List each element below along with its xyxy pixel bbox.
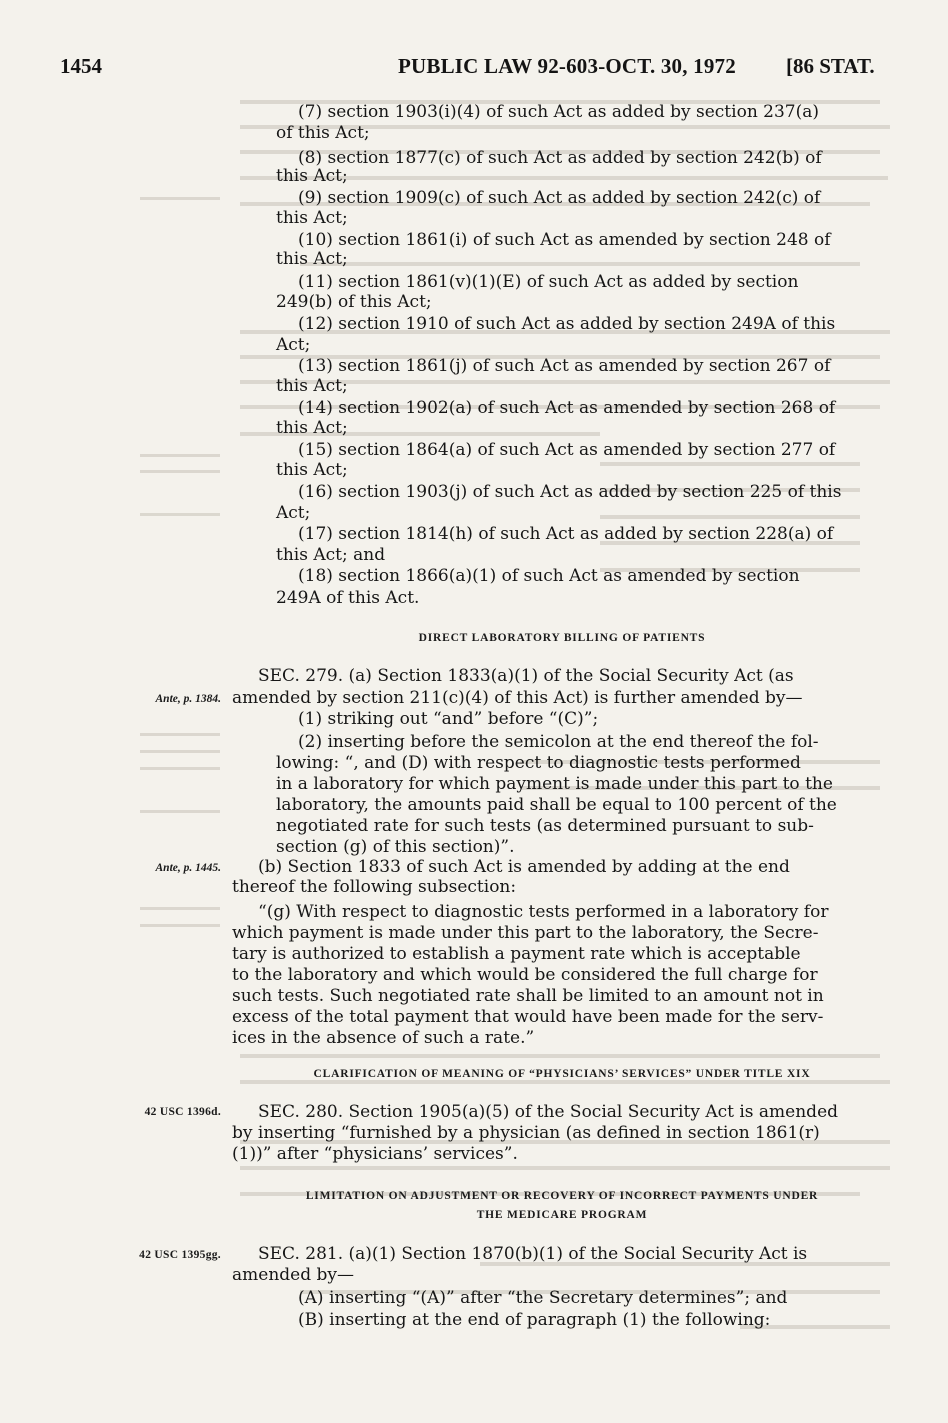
- margin-note-usc-1395gg: 42 USC 1395gg.: [139, 1249, 221, 1261]
- list-item-10: (10) section 1861(i) of such Act as amended by section 248 of: [298, 230, 831, 250]
- section-heading-279: DIRECT LABORATORY BILLING OF PATIENTS: [418, 632, 706, 644]
- sec279-line-11: thereof the following subsection:: [232, 877, 517, 897]
- list-item-7-cont: of this Act;: [276, 123, 370, 143]
- margin-note-usc-1396d: 42 USC 1396d.: [144, 1106, 221, 1118]
- sec279-line-9: section (g) of this section)”.: [276, 837, 515, 857]
- list-item-9-cont: this Act;: [276, 208, 348, 228]
- section-heading-281: LIMITATION ON ADJUSTMENT OR RECOVERY OF INCORRECT PAYMENTS UNDER: [305, 1190, 819, 1202]
- sec279-line-2: amended by section 211(c)(4) of this Act) is further amended by—: [232, 688, 803, 708]
- sec279-line-18: ices in the absence of such a rate.”: [232, 1028, 535, 1048]
- list-item-14-cont: this Act;: [276, 418, 348, 438]
- sec279-line-4: (2) inserting before the semicolon at the end thereof the fol-: [298, 732, 819, 752]
- sec279-line-3: (1) striking out “and” before “(C)”;: [298, 709, 599, 729]
- sec279-line-15: to the laboratory and which would be considered the full charge for: [232, 965, 818, 985]
- sec279-line-8: negotiated rate for such tests (as determined pursuant to sub-: [276, 816, 814, 836]
- sec281-line-3: (A) inserting “(A)” after “the Secretary determines”; and: [298, 1288, 788, 1308]
- margin-note-ante-1384: Ante, p. 1384.: [155, 693, 221, 705]
- list-item-15: (15) section 1864(a) of such Act as amended by section 277 of: [298, 440, 836, 460]
- list-item-10-cont: this Act;: [276, 249, 348, 269]
- sec279-line-10: (b) Section 1833 of such Act is amended by adding at the end: [258, 857, 790, 877]
- sec281-line-4: (B) inserting at the end of paragraph (1) the following:: [298, 1310, 771, 1330]
- list-item-13: (13) section 1861(j) of such Act as amended by section 267 of: [298, 356, 831, 376]
- section-heading-280: CLARIFICATION OF MEANING OF “PHYSICIANS’ SERVICES” UNDER TITLE XIX: [313, 1068, 811, 1080]
- list-item-9: (9) section 1909(c) of such Act as added by section 242(c) of: [298, 188, 821, 208]
- list-item-17: (17) section 1814(h) of such Act as added by section 228(a) of: [298, 524, 834, 544]
- list-item-14: (14) section 1902(a) of such Act as amended by section 268 of: [298, 398, 836, 418]
- list-item-8-cont: this Act;: [276, 166, 348, 186]
- header-title: PUBLIC LAW 92-603-OCT. 30, 1972: [398, 54, 736, 78]
- sec279-line-13: which payment is made under this part to the laboratory, the Secre-: [232, 923, 819, 943]
- sec279-line-1: SEC. 279. (a) Section 1833(a)(1) of the Social Security Act (as: [258, 666, 794, 686]
- sec280-line-1: SEC. 280. Section 1905(a)(5) of the Social Security Act is amended: [258, 1102, 839, 1122]
- sec281-line-1: SEC. 281. (a)(1) Section 1870(b)(1) of the Social Security Act is: [258, 1244, 808, 1264]
- list-item-7: (7) section 1903(i)(4) of such Act as added by section 237(a): [298, 102, 820, 122]
- list-item-11-cont: 249(b) of this Act;: [276, 292, 432, 312]
- list-item-15-cont: this Act;: [276, 460, 348, 480]
- margin-note-ante-1445: Ante, p. 1445.: [155, 862, 221, 874]
- sec280-line-3: (1))” after “physicians’ services”.: [232, 1144, 518, 1164]
- list-item-16-cont: Act;: [276, 503, 311, 523]
- page-number: 1454: [60, 54, 102, 78]
- running-header: [0, 54, 948, 84]
- section-heading-281-cont: THE MEDICARE PROGRAM: [476, 1209, 648, 1221]
- list-item-18: (18) section 1866(a)(1) of such Act as amended by section: [298, 566, 800, 586]
- sec279-line-6: in a laboratory for which payment is made under this part to the: [276, 774, 833, 794]
- sec279-line-17: excess of the total payment that would have been made for the serv-: [232, 1007, 824, 1027]
- sec279-line-12: “(g) With respect to diagnostic tests performed in a laboratory for: [258, 902, 829, 922]
- list-item-12-cont: Act;: [276, 335, 311, 355]
- sec281-line-2: amended by—: [232, 1265, 354, 1285]
- list-item-12: (12) section 1910 of such Act as added by section 249A of this: [298, 314, 836, 334]
- sec279-line-7: laboratory, the amounts paid shall be equal to 100 percent of the: [276, 795, 837, 815]
- list-item-13-cont: this Act;: [276, 376, 348, 396]
- statute-reference: [86 STAT.: [786, 54, 875, 78]
- list-item-11: (11) section 1861(v)(1)(E) of such Act as added by section: [298, 272, 799, 292]
- sec279-line-16: such tests. Such negotiated rate shall be limited to an amount not in: [232, 986, 824, 1006]
- list-item-8: (8) section 1877(c) of such Act as added by section 242(b) of: [298, 148, 822, 168]
- sec280-line-2: by inserting “furnished by a physician (as defined in section 1861(r): [232, 1123, 820, 1143]
- list-item-16: (16) section 1903(j) of such Act as added by section 225 of this: [298, 482, 842, 502]
- sec279-line-14: tary is authorized to establish a payment rate which is acceptable: [232, 944, 801, 964]
- sec279-line-5: lowing: “, and (D) with respect to diagnostic tests performed: [276, 753, 801, 773]
- list-item-17-cont: this Act; and: [276, 545, 386, 565]
- list-item-18-cont: 249A of this Act.: [276, 588, 420, 608]
